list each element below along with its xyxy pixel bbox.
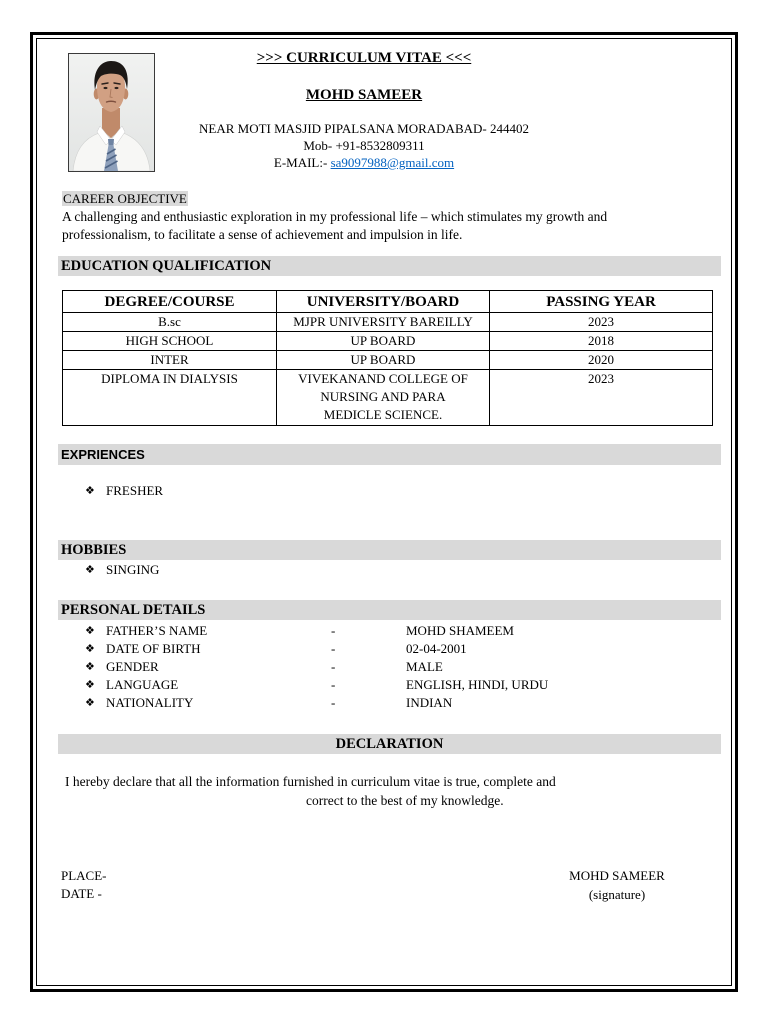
experiences-heading: EXPRIENCES bbox=[61, 447, 145, 462]
year-cell: 2018 bbox=[490, 332, 713, 351]
detail-row-language bbox=[0, 676, 768, 694]
section-bar-hobbies bbox=[58, 540, 721, 560]
document-title: >>> CURRICULUM VITAE <<< bbox=[256, 50, 472, 66]
section-bar-education bbox=[58, 256, 721, 276]
section-bar-personal-details bbox=[58, 600, 721, 620]
detail-separator: - bbox=[331, 623, 336, 638]
declaration-text: I hereby declare that all the information furnished in curriculum vitae is true, complete and bbox=[65, 774, 556, 789]
detail-value: ENGLISH, HINDI, URDU bbox=[406, 677, 549, 692]
table-row bbox=[63, 370, 713, 426]
detail-value: INDIAN bbox=[406, 695, 453, 710]
course-cell: HIGH SCHOOL bbox=[63, 332, 277, 351]
profile-photo bbox=[68, 53, 155, 172]
diamond-bullet-icon: ❖ bbox=[85, 484, 95, 497]
email-link[interactable]: sa9097988@gmail.com bbox=[330, 155, 455, 170]
board-line: NURSING AND PARA bbox=[320, 389, 446, 404]
hobby-item: SINGING bbox=[106, 562, 160, 577]
diamond-bullet-icon: ❖ bbox=[85, 696, 95, 709]
detail-value: 02-04-2001 bbox=[406, 641, 467, 656]
section-bar-declaration bbox=[58, 734, 721, 754]
detail-value: MALE bbox=[406, 659, 443, 674]
course-cell: INTER bbox=[63, 351, 277, 370]
education-heading: EDUCATION QUALIFICATION bbox=[61, 258, 272, 274]
detail-separator: - bbox=[331, 659, 336, 674]
experiences-list bbox=[0, 482, 768, 500]
year-cell: 2020 bbox=[490, 351, 713, 370]
board-line: MJPR UNIVERSITY BAREILLY bbox=[293, 314, 473, 329]
section-bar-experiences bbox=[58, 444, 721, 465]
board-cell bbox=[277, 332, 490, 351]
board-cell bbox=[277, 351, 490, 370]
table-row bbox=[63, 313, 713, 332]
detail-label: FATHER’S NAME bbox=[106, 623, 208, 638]
career-objective-text: professionalism, to facilitate a sense of achievement and impulsion in life. bbox=[62, 227, 463, 242]
page-border-inner bbox=[36, 38, 732, 986]
table-row bbox=[63, 351, 713, 370]
diamond-bullet-icon: ❖ bbox=[85, 678, 95, 691]
board-line: UP BOARD bbox=[350, 352, 416, 367]
board-line: VIVEKANAND COLLEGE OF bbox=[298, 371, 468, 386]
table-header-row bbox=[63, 291, 713, 313]
email-line bbox=[160, 154, 568, 172]
declaration-text: correct to the best of my knowledge. bbox=[306, 793, 504, 808]
detail-value: MOHD SHAMEEM bbox=[406, 623, 514, 638]
detail-separator: - bbox=[331, 641, 336, 656]
signature-caption: (signature) bbox=[588, 887, 646, 902]
column-header-degree: DEGREE/COURSE bbox=[63, 291, 277, 313]
career-objective-text: A challenging and enthusiastic exploration in my professional life – which stimulates my growth and bbox=[62, 209, 608, 224]
column-header-university: UNIVERSITY/BOARD bbox=[277, 291, 490, 313]
board-line: MEDICLE SCIENCE. bbox=[323, 407, 443, 422]
board-cell bbox=[277, 313, 490, 332]
detail-label: GENDER bbox=[106, 659, 159, 674]
date-label: DATE - bbox=[61, 886, 102, 901]
column-header-year: PASSING YEAR bbox=[490, 291, 713, 313]
detail-row-date-of-birth bbox=[0, 640, 768, 658]
profile-photo-image bbox=[69, 54, 154, 171]
hobbies-list bbox=[0, 561, 768, 579]
detail-row-fathers-name bbox=[0, 622, 768, 640]
detail-label: NATIONALITY bbox=[106, 695, 194, 710]
course-cell: B.sc bbox=[63, 313, 277, 332]
diamond-bullet-icon: ❖ bbox=[85, 624, 95, 637]
detail-row-nationality bbox=[0, 694, 768, 712]
detail-separator: - bbox=[331, 677, 336, 692]
personal-details-heading: PERSONAL DETAILS bbox=[61, 602, 206, 618]
hobbies-heading: HOBBIES bbox=[61, 542, 127, 558]
education-table bbox=[62, 290, 713, 426]
detail-label: DATE OF BIRTH bbox=[106, 641, 201, 656]
personal-details-list bbox=[0, 622, 768, 712]
declaration-heading: DECLARATION bbox=[335, 736, 444, 752]
career-objective-heading bbox=[62, 190, 188, 208]
diamond-bullet-icon: ❖ bbox=[85, 642, 95, 655]
detail-label: LANGUAGE bbox=[106, 677, 179, 692]
board-cell bbox=[277, 370, 490, 426]
candidate-name: MOHD SAMEER bbox=[305, 87, 423, 103]
email-label: E-MAIL:- bbox=[273, 155, 331, 170]
mobile-line: Mob- +91-8532809311 bbox=[303, 138, 425, 153]
list-item bbox=[0, 561, 768, 579]
course-cell: DIPLOMA IN DIALYSIS bbox=[63, 370, 277, 426]
address-line: NEAR MOTI MASJID PIPALSANA MORADABAD- 244402 bbox=[199, 121, 529, 136]
place-label: PLACE- bbox=[61, 868, 107, 883]
board-line: UP BOARD bbox=[350, 333, 416, 348]
detail-row-gender bbox=[0, 658, 768, 676]
experience-item: FRESHER bbox=[106, 483, 164, 498]
diamond-bullet-icon: ❖ bbox=[85, 563, 95, 576]
year-cell: 2023 bbox=[490, 313, 713, 332]
year-cell: 2023 bbox=[490, 370, 713, 426]
list-item bbox=[0, 482, 768, 500]
detail-separator: - bbox=[331, 695, 336, 710]
career-objective-heading-text: CAREER OBJECTIVE bbox=[63, 191, 187, 206]
signatory-name: MOHD SAMEER bbox=[569, 868, 665, 883]
table-row bbox=[63, 332, 713, 351]
diamond-bullet-icon: ❖ bbox=[85, 660, 95, 673]
